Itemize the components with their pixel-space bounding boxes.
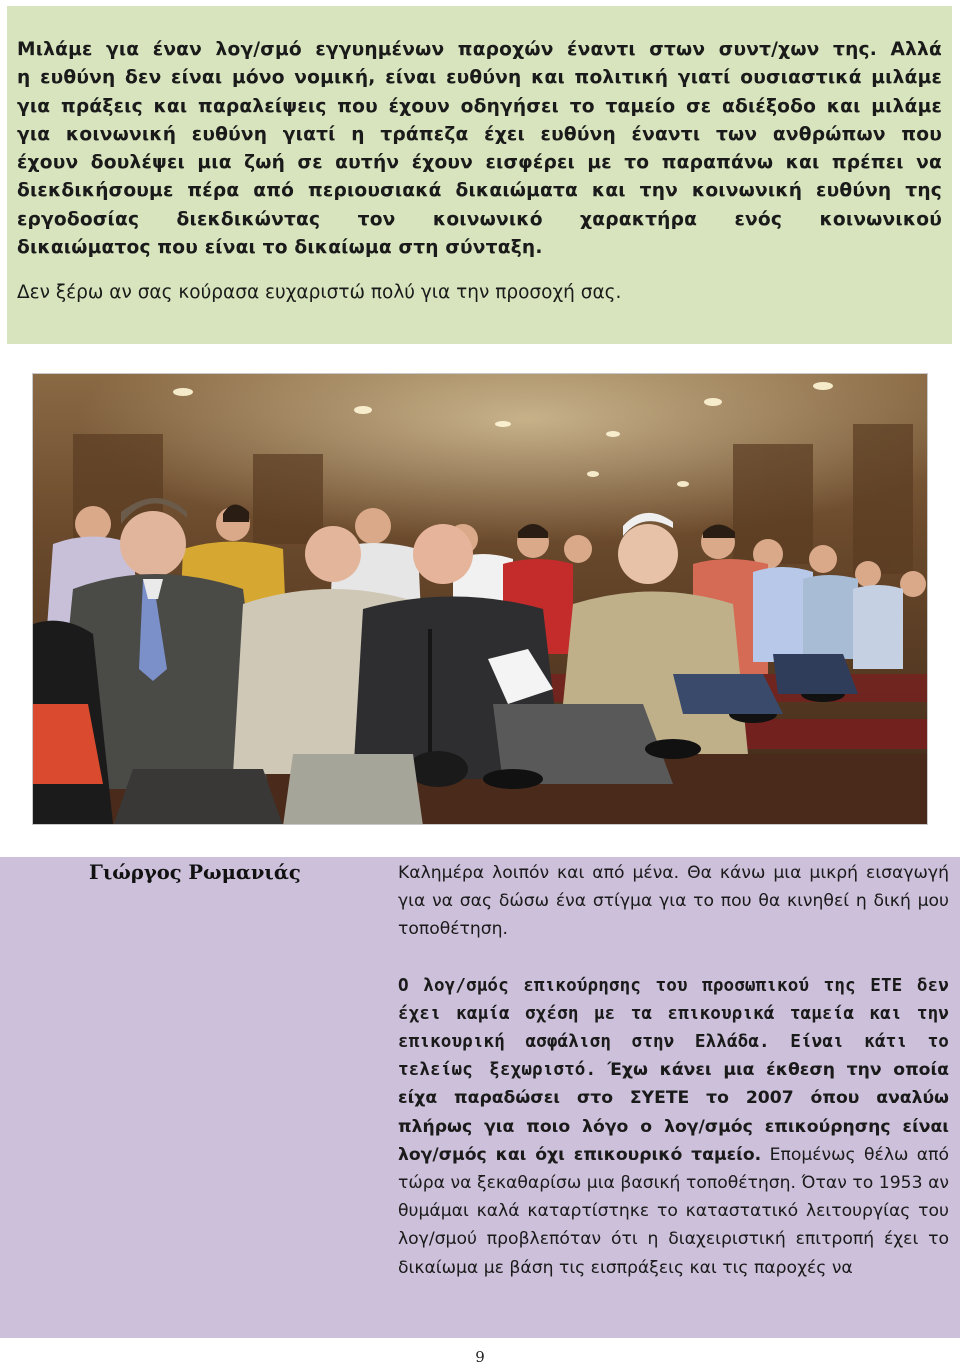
audience-photo-illustration bbox=[33, 374, 928, 825]
page-number: 9 bbox=[475, 1348, 485, 1366]
hat bbox=[408, 751, 468, 787]
paragraph-line: εργοδοσίας διεκδικώντας τον κοινωνικό χαρακτήρα ενός κοινωνικού bbox=[17, 208, 942, 230]
speech-text bbox=[398, 859, 949, 1282]
paragraph-line: η ευθύνη δεν είναι μόνο νομική, είναι ευθύνη και πολιτική γιατί ουσιαστικά μιλάμε bbox=[17, 67, 942, 89]
audience-photo bbox=[32, 373, 928, 825]
green-text-box bbox=[7, 6, 952, 344]
speaker-name: Γιώργος Ρωμανιάς bbox=[89, 861, 301, 884]
paragraph-line: έχουν δουλέψει μια ζωή σε αυτήν έχουν εισφέρει με το παραπάνω και πρέπει να bbox=[17, 152, 942, 174]
main-paragraph bbox=[398, 972, 949, 1282]
continuation-text: Επομένως θέλω από τώρα να ξεκαθαρίσω μια βασική τοποθέτηση. Όταν το 1953 αν θυμάμαι καλά καταρτίστηκε το καταστατικό λειτουργίας του λογ/σμού προβλεπόταν ότι η διαχειριστική επιτροπή έχει το δικαίωμα με βάση τις εισπράξεις και τις παροχές να bbox=[398, 1144, 949, 1278]
paragraph-line: δικαιώματος που είναι το δικαίωμα στη σύνταξη. bbox=[17, 237, 543, 259]
intro-paragraph: Καλημέρα λοιπόν και από μένα. Θα κάνω μια μικρή εισαγωγή για να σας δώσω ένα στίγμα για το που θα κινηθεί η δική μου τοποθέτηση. bbox=[398, 863, 949, 940]
paragraph-line: για κοινωνική ευθύνη γιατί η τράπεζα έχει ευθύνη έναντι των ανθρώπων που bbox=[17, 123, 942, 145]
bold-statement: Ο λογ/σμός επικούρησης του προσωπικού της ΕΤΕ δεν έχει καμία σχέση με τα επικουρικά ταμεία και την επικουρική ασφάλιση στην Ελλάδα. Είναι κάτι το τελείως ξεχωριστό. bbox=[398, 975, 949, 1081]
thanks-line: Δεν ξέρω αν σας κούρασα ευχαριστώ πολύ για την προσοχή σας. bbox=[17, 282, 622, 304]
paragraph-line: για πράξεις και παραλείψεις που έχουν οδηγήσει το ταμείο σε αδιέξοδο και μιλάμε bbox=[17, 95, 942, 117]
paragraph-line: Μιλάμε για έναν λογ/σμό εγγυημένων παροχών έναντι στων συντ/χων της. Αλλά bbox=[17, 39, 942, 60]
bold-report-statement: Έχω κάνει μια έκθεση την οποία είχα παραδώσει στο ΣΥΕΤΕ το 2007 όπου αναλύω πλήρως για ποιο λόγο ο λογ/σμός επικούρησης είναι λογ/σμός και όχι επικουρικό ταμείο. bbox=[398, 1060, 949, 1165]
closing-paragraph bbox=[17, 36, 942, 262]
paragraph-line: διεκδικήσουμε πέρα από περιουσιακά δικαιώματα και την κοινωνική ευθύνη της bbox=[17, 180, 942, 202]
